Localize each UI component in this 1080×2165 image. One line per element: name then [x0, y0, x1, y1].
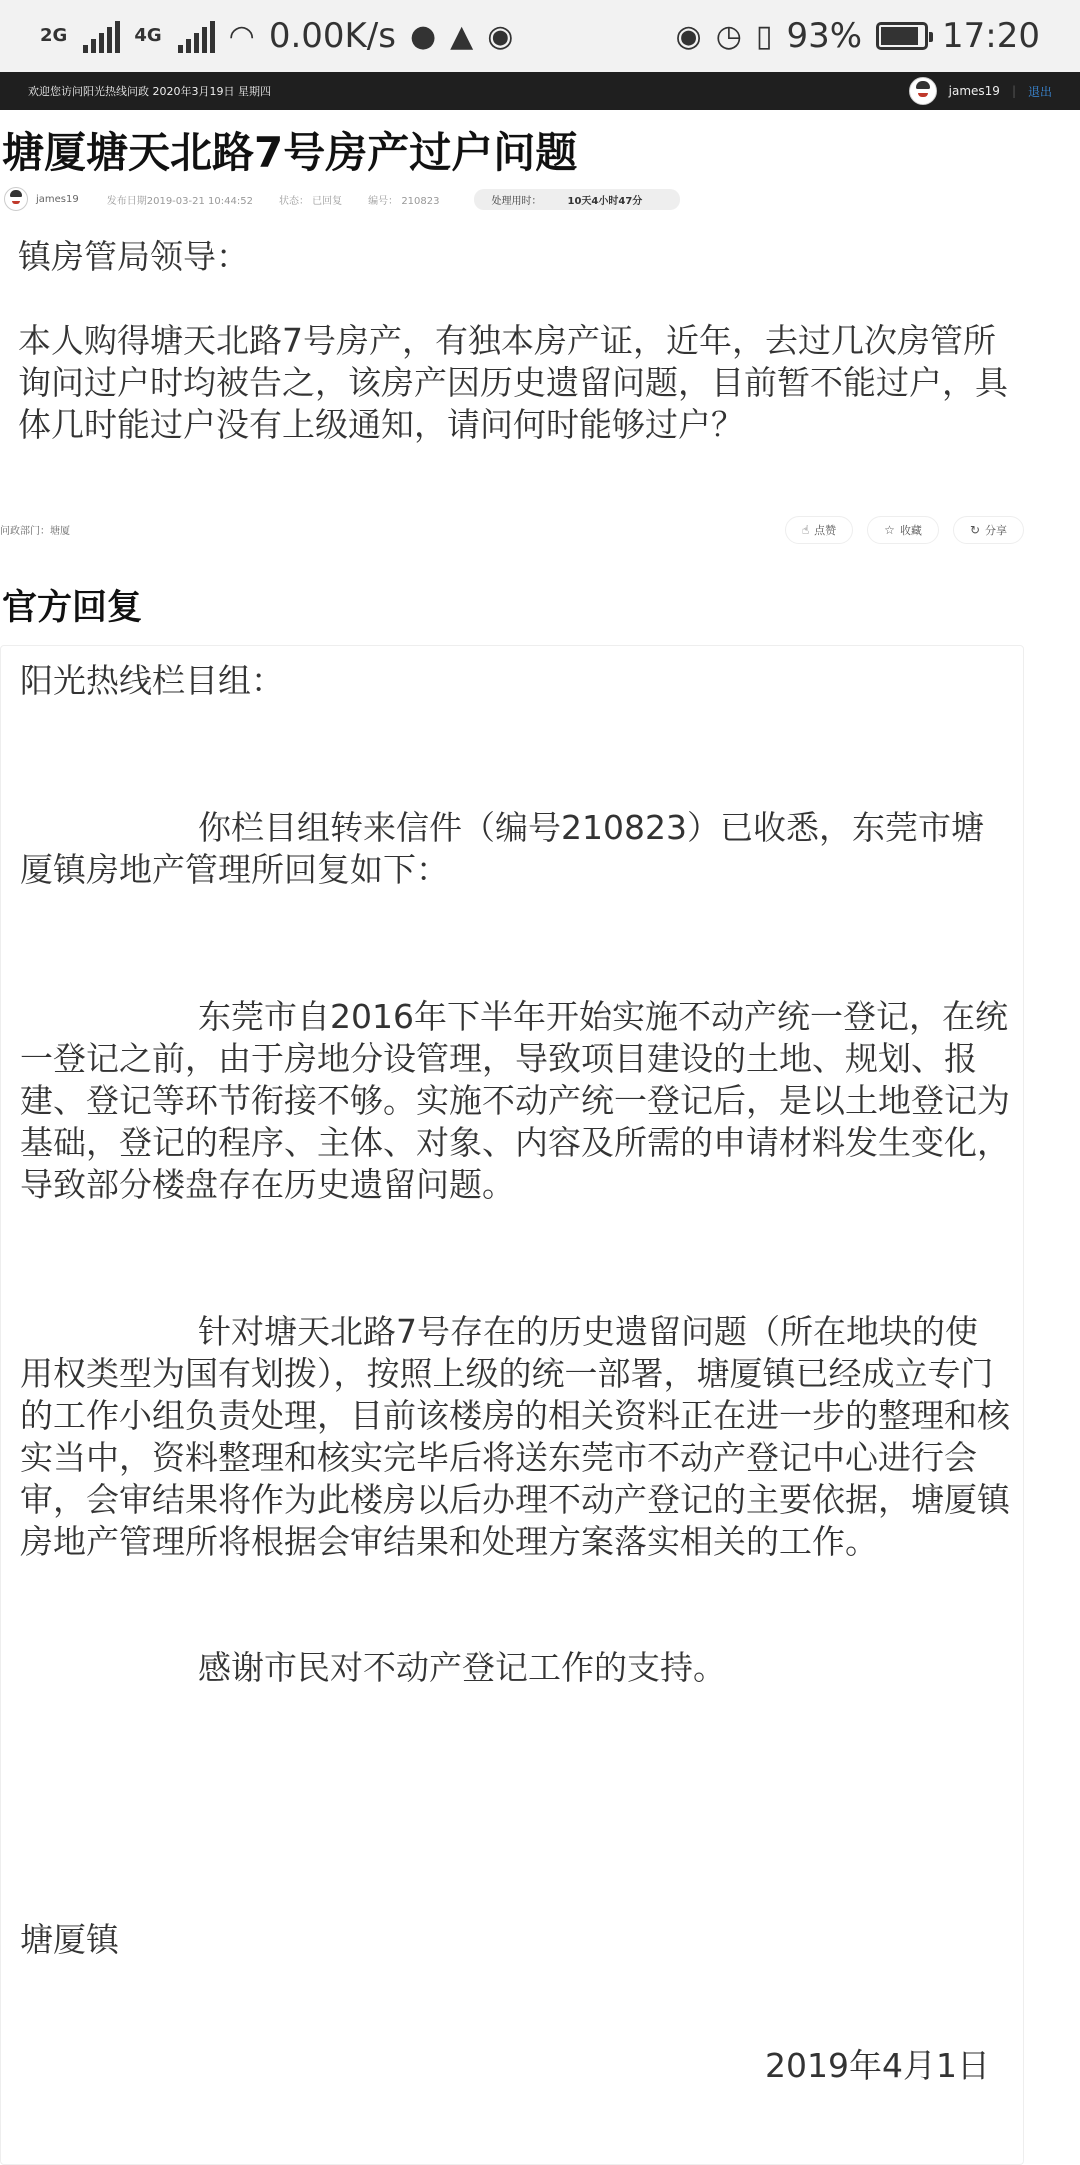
question-text: 本人购得塘天北路7号房产，有独本房产证，近年，去过几次房管所询问过户时均被告之，该房产因历史遗留问题，目前暂不能过户，具体几时能过户没有上级通知，请问何时能够过户？: [18, 321, 1008, 444]
vibrate-icon: ▯: [755, 18, 773, 54]
reply-paragraph-1: 你栏目组转来信件（编号210823）已收悉，东莞市塘厦镇房地产管理所回复如下：: [20, 808, 984, 889]
question-greeting: 镇房管局领导：: [18, 237, 249, 276]
post-meta: [4, 186, 706, 212]
welcome-text: 欢迎您访问阳光热线问政 2020年3月19日 星期四: [28, 85, 271, 98]
like-button[interactable]: [785, 516, 853, 544]
department-label: 问政部门：塘厦: [0, 526, 70, 537]
username-link[interactable]: james19: [948, 84, 1000, 98]
status-bar: [0, 0, 1080, 72]
reply-date: 2019年4月1日: [765, 2046, 990, 2085]
status-bar-right: [676, 16, 1040, 56]
author-name[interactable]: james19: [36, 193, 79, 205]
status-bar-left: [40, 16, 513, 56]
site-topbar: [0, 72, 1080, 110]
action-buttons: [785, 516, 1024, 544]
reply-body: [20, 660, 1010, 2087]
divider: |: [1011, 84, 1016, 98]
reply-heading: 官方回复: [2, 588, 143, 628]
reply-salutation: 阳光热线栏目组：: [20, 661, 284, 700]
favorite-button[interactable]: [867, 516, 939, 544]
network-speed: 0.00K/s: [268, 16, 396, 56]
star-icon: ☆: [884, 523, 895, 537]
status-text: 状态： 已回复: [278, 195, 343, 207]
post-number: 编号： 210823: [368, 195, 440, 207]
signal-icon: [83, 19, 120, 53]
reply-paragraph-2: 东莞市自2016年下半年开始实施不动产统一登记，在统一登记之前，由于房地分设管理，导致项目建设的土地、规划、报建、登记等环节衔接不够。实施不动产统一登记后，是以土地登记为基础，登记的程序、主体、对象、内容及所需的申请材料发生变化，导致部分楼盘存在历史遗留问题。: [20, 997, 1010, 1204]
battery-icon: [876, 22, 928, 50]
alarm-icon: ◷: [715, 18, 742, 54]
avatar[interactable]: [909, 77, 937, 105]
share-icon: ↻: [969, 523, 980, 537]
share-label: 分享: [985, 524, 1007, 537]
share-button[interactable]: [953, 516, 1024, 544]
logout-link[interactable]: 退出: [1027, 84, 1052, 99]
message-icon: ●: [409, 18, 437, 54]
eye-icon: ◉: [675, 18, 702, 54]
network-type-1: 2G: [40, 25, 68, 46]
publish-date: 发布日期2019-03-21 10:44:52: [106, 195, 253, 207]
reply-paragraph-3: 针对塘天北路7号存在的历史遗留问题（所在地块的使用权类型为国有划拨），按照上级的统一部署，塘厦镇已经成立专门的工作小组负责处理，目前该楼房的相关资料正在进一步的整理和核实当中，资料整理和核实完毕后将送东莞市不动产登记中心进行会审，会审结果将作为此楼房以后办理不动产登记的主要依据，塘厦镇房地产管理所将根据会审结果和处理方案落实相关的工作。: [20, 1312, 1010, 1561]
processing-time-value: 10天4小时47分: [567, 195, 643, 207]
favorite-label: 收藏: [899, 524, 922, 537]
qq-icon: ▲: [450, 18, 474, 54]
thumbs-up-icon: ☝: [801, 523, 810, 537]
question-body: [18, 236, 1028, 446]
signal-icon: [178, 19, 215, 53]
processing-time-label: 处理用时：: [491, 195, 542, 207]
voice-icon: ◉: [487, 18, 514, 54]
page-title: 塘厦塘天北路7号房产过户问题: [2, 128, 578, 177]
clock: 17:20: [942, 16, 1040, 56]
processing-time-badge: [474, 189, 680, 210]
like-label: 点赞: [814, 524, 837, 537]
wifi-icon: ◠: [228, 18, 255, 54]
battery-percent: 93%: [786, 16, 863, 56]
reply-signature: 塘厦镇: [20, 1920, 119, 1959]
reply-paragraph-4: 感谢市民对不动产登记工作的支持。: [198, 1648, 726, 1687]
author-avatar: [4, 187, 28, 211]
network-type-2: 4G: [134, 25, 162, 46]
user-area: [909, 77, 1052, 105]
